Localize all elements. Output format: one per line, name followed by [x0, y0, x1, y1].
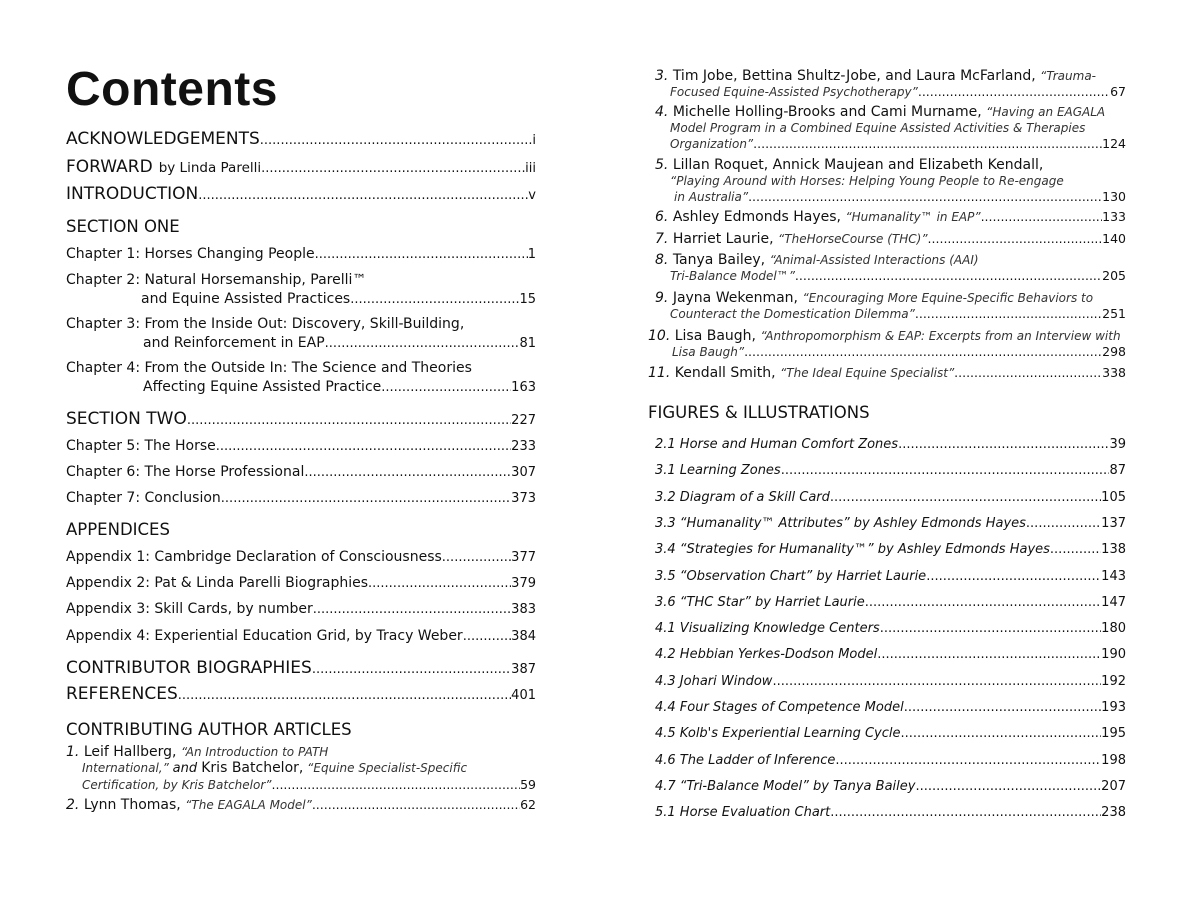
dot-leader — [830, 490, 1101, 505]
entry-label: 4.5 Kolb's Experiential Learning Cycle — [655, 726, 901, 742]
article-number: 7. — [655, 231, 669, 247]
entry-label: Chapter 1: Horses Changing People — [66, 246, 315, 262]
toc-entry-figure[interactable] — [648, 516, 1126, 531]
toc-entry-article-8[interactable] — [648, 252, 1126, 284]
page-number: 384 — [511, 629, 536, 644]
page-number: iii — [525, 161, 536, 176]
page-number: 195 — [1101, 726, 1126, 742]
dot-leader — [325, 335, 520, 353]
entry-label: 5.1 Horse Evaluation Chart — [655, 805, 831, 821]
entry-label: Chapter 5: The Horse — [66, 438, 216, 454]
page-number: 163 — [511, 380, 536, 395]
dot-leader — [915, 779, 1101, 794]
dot-leader — [178, 688, 511, 703]
entry-label-line-1: Chapter 3: From the Inside Out: Discovery, Skill-Building, — [66, 316, 465, 332]
dot-leader — [880, 621, 1101, 636]
entry-label-line-1: Chapter 2: Natural Horsemanship, Parelli™ — [66, 272, 367, 288]
page-number: 383 — [511, 602, 536, 617]
dot-leader — [442, 549, 511, 567]
dot-leader — [918, 84, 1110, 100]
page-number: 147 — [1101, 594, 1126, 610]
entry-label: 2.1 Horse and Human Comfort Zones — [655, 437, 899, 452]
toc-entry-article-10[interactable] — [648, 328, 1126, 360]
page-number: 190 — [1101, 647, 1126, 663]
page-number: 193 — [1101, 700, 1126, 715]
article-title-part: Counteract the Domestication Dilemma” — [670, 307, 915, 321]
dot-leader — [463, 628, 511, 646]
dot-leader — [381, 379, 511, 397]
dot-leader — [954, 365, 1102, 381]
dot-leader — [865, 595, 1101, 610]
dot-leader — [312, 797, 520, 813]
page-number: 180 — [1101, 621, 1126, 637]
toc-entry-chapter-5[interactable] — [66, 437, 536, 456]
dot-leader — [261, 161, 525, 176]
dot-leader — [835, 753, 1101, 768]
entry-label: INTRODUCTION — [66, 184, 199, 204]
toc-entry-figure[interactable] — [648, 542, 1126, 557]
article-author: Michelle Holling-Brooks and Cami Murname, — [672, 104, 982, 120]
entry-label: 4.6 The Ladder of Inference — [655, 752, 836, 768]
dot-leader — [904, 700, 1101, 715]
toc-entry-figure[interactable] — [648, 779, 1126, 794]
page-number: 137 — [1101, 515, 1126, 531]
appendices-heading: APPENDICES — [66, 520, 170, 539]
page-number: 67 — [1110, 84, 1126, 99]
toc-entry-article-3[interactable] — [648, 68, 1126, 100]
article-number: 6. — [655, 209, 669, 225]
toc-entry-chapter-3[interactable] — [66, 315, 536, 353]
entry-label: Chapter 7: Conclusion — [66, 490, 221, 506]
page-number: 87 — [1109, 463, 1126, 479]
dot-leader — [744, 344, 1102, 360]
dot-leader — [260, 133, 533, 148]
toc-entry-figure[interactable] — [648, 674, 1126, 689]
page-number: 377 — [511, 550, 536, 565]
entry-label-line-2: and Reinforcement in EAP — [143, 335, 325, 351]
toc-entry-acknowledgements[interactable] — [66, 129, 536, 149]
dot-leader — [216, 438, 511, 456]
toc-entry-chapter-2[interactable] — [66, 271, 536, 309]
page-number: 379 — [511, 576, 536, 591]
article-title: “The EAGALA Model” — [185, 798, 312, 812]
toc-entry-article-2[interactable] — [66, 797, 536, 813]
entry-label: FORWARD — [66, 157, 153, 177]
article-title: “Humanality™ in EAP” — [845, 210, 981, 224]
article-title-part: “An Introduction to PATH — [180, 745, 329, 759]
toc-entry-article-4[interactable] — [648, 104, 1126, 152]
article-author: Jayna Wekenman, — [672, 290, 798, 306]
article-title-part: “Encouraging More Equine-Specific Behaviors to — [802, 291, 1094, 305]
article-title-part: Certification, by Kris Batchelor” — [82, 778, 272, 792]
article-author: Kendall Smith, — [674, 365, 776, 381]
page-number: 207 — [1101, 778, 1126, 794]
toc-entry-chapter-6[interactable] — [66, 463, 536, 482]
page-number: 140 — [1102, 231, 1126, 246]
toc-entry-article-5[interactable] — [648, 157, 1126, 205]
entry-label: 4.7 “Tri-Balance Model” by Tanya Bailey — [655, 778, 916, 794]
toc-entry-article-7[interactable] — [648, 231, 1126, 247]
entry-label-line-2: Affecting Equine Assisted Practice — [143, 379, 382, 395]
dot-leader — [313, 601, 511, 619]
toc-entry-figure[interactable] — [648, 700, 1126, 715]
page-number: 105 — [1101, 489, 1126, 505]
page-number: 59 — [520, 777, 536, 792]
contributing-articles-heading: CONTRIBUTING AUTHOR ARTICLES — [66, 720, 352, 739]
toc-entry-article-6[interactable] — [648, 209, 1126, 225]
entry-label: 4.2 Hebbian Yerkes-Dodson Model — [655, 647, 878, 663]
page-number: 143 — [1101, 568, 1126, 584]
article-number: 1. — [66, 744, 80, 760]
toc-entry-article-11[interactable] — [648, 365, 1126, 381]
dot-leader — [830, 805, 1101, 820]
toc-entry-article-9[interactable] — [648, 290, 1126, 322]
article-title: “TheHorseCourse (THC)” — [778, 232, 928, 246]
toc-entry-figure[interactable] — [648, 726, 1126, 741]
article-number: 9. — [655, 290, 669, 306]
article-conjunction: and — [172, 761, 202, 776]
entry-label: Appendix 3: Skill Cards, by number — [66, 601, 313, 617]
article-author: Tanya Bailey, — [672, 252, 766, 268]
article-title-part: Lisa Baugh” — [672, 345, 745, 359]
toc-entry-appendix-3[interactable] — [66, 600, 536, 619]
article-number: 4. — [655, 104, 669, 120]
article-number: 10. — [648, 328, 671, 344]
entry-label: ACKNOWLEDGEMENTS — [66, 129, 260, 149]
toc-entry-figure[interactable] — [648, 463, 1126, 478]
entry-label: 3.4 “Strategies for Humanality™” by Ashley Edmonds Hayes — [655, 542, 1050, 558]
article-number: 11. — [648, 365, 671, 381]
page-number: 39 — [1109, 437, 1126, 452]
toc-entry-introduction[interactable] — [66, 184, 536, 204]
article-author: Leif Hallberg, — [83, 744, 177, 760]
toc-entry-appendix-4[interactable] — [66, 627, 536, 646]
entry-label: 3.1 Learning Zones — [655, 463, 781, 479]
entry-label: 4.3 Johari Window — [655, 673, 773, 689]
page-number: 233 — [511, 439, 536, 454]
article-author: Lisa Baugh, — [674, 328, 756, 344]
article-coauthor: Kris Batchelor, — [201, 760, 304, 776]
dot-leader — [898, 437, 1109, 452]
page-number: 298 — [1102, 344, 1126, 359]
article-author: Ashley Edmonds Hayes, — [672, 209, 841, 225]
toc-entry-chapter-7[interactable] — [66, 489, 536, 508]
article-title-part: Tri-Balance Model™” — [670, 269, 795, 283]
entry-label: Appendix 2: Pat & Linda Parelli Biographies — [66, 575, 369, 591]
dot-leader — [304, 464, 511, 482]
toc-entry-figure[interactable] — [648, 490, 1126, 505]
page-number: 198 — [1101, 752, 1126, 768]
page-number: 251 — [1102, 306, 1126, 321]
figures-heading: FIGURES & ILLUSTRATIONS — [648, 403, 870, 422]
entry-label: CONTRIBUTOR BIOGRAPHIES — [66, 658, 312, 678]
section-one-heading: SECTION ONE — [66, 217, 180, 236]
toc-entry-appendix-2[interactable] — [66, 574, 536, 593]
toc-entry-figure[interactable] — [648, 569, 1126, 584]
entry-label-line-2: and Equine Assisted Practices — [141, 291, 351, 307]
page-number: 192 — [1101, 673, 1126, 689]
article-title-part: “Trauma- — [1040, 69, 1097, 83]
page-number: 1 — [527, 247, 536, 262]
entry-byline: by Linda Parelli — [158, 160, 262, 176]
toc-entry-figure[interactable] — [648, 753, 1126, 768]
page-number: 205 — [1102, 268, 1126, 283]
article-number: 8. — [655, 252, 669, 268]
toc-entry-figure[interactable] — [648, 437, 1126, 452]
page-number: 133 — [1102, 209, 1126, 224]
article-number: 3. — [655, 68, 669, 84]
dot-leader — [981, 209, 1103, 225]
toc-entry-figure[interactable] — [648, 621, 1126, 636]
entry-label: 4.4 Four Stages of Competence Model — [655, 700, 904, 715]
page-number: 62 — [520, 797, 536, 812]
dot-leader — [1050, 542, 1101, 557]
dot-leader — [772, 674, 1101, 689]
dot-leader — [312, 662, 511, 677]
article-author: Lillan Roquet, Annick Maujean and Elizabeth Kendall, — [672, 157, 1044, 173]
toc-entry-contributor-biographies[interactable] — [66, 658, 536, 678]
article-title-part: in Australia” — [674, 190, 749, 204]
page-number: 138 — [1101, 542, 1126, 558]
toc-entry-forward[interactable] — [66, 157, 536, 177]
article-title-part: “Having an EAGALA — [986, 105, 1106, 119]
entry-label: 3.5 “Observation Chart” by Harriet Laurie — [655, 568, 927, 584]
page-number: 15 — [519, 292, 536, 307]
entry-label: 3.6 “THC Star” by Harriet Laurie — [655, 594, 865, 610]
page-number: 130 — [1102, 189, 1126, 204]
page-number: v — [528, 188, 536, 203]
entry-label: Appendix 1: Cambridge Declaration of Consciousness — [66, 549, 442, 565]
entry-label: 3.3 “Humanality™ Attributes” by Ashley Edmonds Hayes — [655, 515, 1026, 531]
page-number: 387 — [511, 662, 536, 677]
article-title-part: “Animal-Assisted Interactions (AAI) — [769, 253, 979, 267]
article-title-part: “Playing Around with Horses: Helping Young People to Re-engage — [670, 174, 1064, 188]
dot-leader — [877, 647, 1101, 662]
dot-leader — [928, 231, 1103, 247]
toc-entry-figure[interactable] — [648, 595, 1126, 610]
page-number: i — [532, 133, 536, 148]
dot-leader — [350, 291, 519, 309]
toc-entry-figure[interactable] — [648, 647, 1126, 662]
entry-label: 4.1 Visualizing Knowledge Centers — [655, 621, 880, 637]
dot-leader — [926, 569, 1101, 584]
page-number: 338 — [1102, 365, 1126, 380]
dot-leader — [187, 413, 511, 428]
toc-entry-chapter-1[interactable] — [66, 245, 536, 264]
page-number: 238 — [1101, 805, 1126, 821]
page-title: Contents — [66, 63, 278, 116]
page-number: 373 — [511, 491, 536, 506]
article-title-part: Model Program in a Combined Equine Assisted Activities & Therapies — [670, 121, 1086, 135]
dot-leader — [753, 136, 1102, 152]
entry-label: 3.2 Diagram of a Skill Card — [655, 489, 830, 505]
entry-label: SECTION TWO — [66, 409, 187, 429]
page-number: 401 — [511, 688, 536, 703]
article-author: Harriet Laurie, — [672, 231, 774, 247]
article-title-part: “Anthropomorphism & EAP: Excerpts from an Interview with — [760, 329, 1121, 343]
page-number: 227 — [511, 413, 536, 428]
toc-entry-section-two[interactable] — [66, 409, 536, 429]
dot-leader — [901, 726, 1102, 741]
dot-leader — [272, 777, 521, 793]
article-number: 5. — [655, 157, 669, 173]
article-author: Tim Jobe, Bettina Shultz-Jobe, and Laura McFarland, — [672, 68, 1036, 84]
article-title-part: “Equine Specialist-Specific — [303, 761, 468, 775]
toc-entry-article-1[interactable] — [66, 744, 536, 793]
article-title-part: Focused Equine-Assisted Psychotherapy” — [670, 85, 918, 99]
dot-leader — [368, 575, 511, 593]
dot-leader — [915, 306, 1102, 322]
entry-label: Chapter 6: The Horse Professional — [66, 464, 305, 480]
dot-leader — [795, 268, 1102, 284]
dot-leader — [221, 490, 511, 508]
article-number: 2. — [66, 797, 80, 813]
page-number: 81 — [519, 336, 536, 351]
page-number: 124 — [1102, 136, 1126, 151]
dot-leader — [198, 188, 528, 203]
dot-leader — [315, 246, 528, 264]
dot-leader — [1026, 516, 1101, 531]
entry-label-line-1: Chapter 4: From the Outside In: The Science and Theories — [66, 360, 472, 376]
article-title-part: International,” — [82, 761, 173, 775]
dot-leader — [781, 463, 1110, 478]
dot-leader — [748, 189, 1102, 205]
toc-entry-appendix-1[interactable] — [66, 548, 536, 567]
entry-label: Appendix 4: Experiential Education Grid, by Tracy Weber — [66, 628, 463, 644]
toc-entry-references[interactable] — [66, 684, 536, 704]
article-title-part: Organization” — [670, 137, 754, 151]
article-author: Lynn Thomas, — [83, 797, 181, 813]
toc-entry-figure[interactable] — [648, 805, 1126, 820]
page-number: 307 — [511, 465, 536, 480]
article-title: “The Ideal Equine Specialist” — [780, 366, 955, 380]
toc-entry-chapter-4[interactable] — [66, 359, 536, 397]
entry-label: REFERENCES — [66, 684, 178, 704]
